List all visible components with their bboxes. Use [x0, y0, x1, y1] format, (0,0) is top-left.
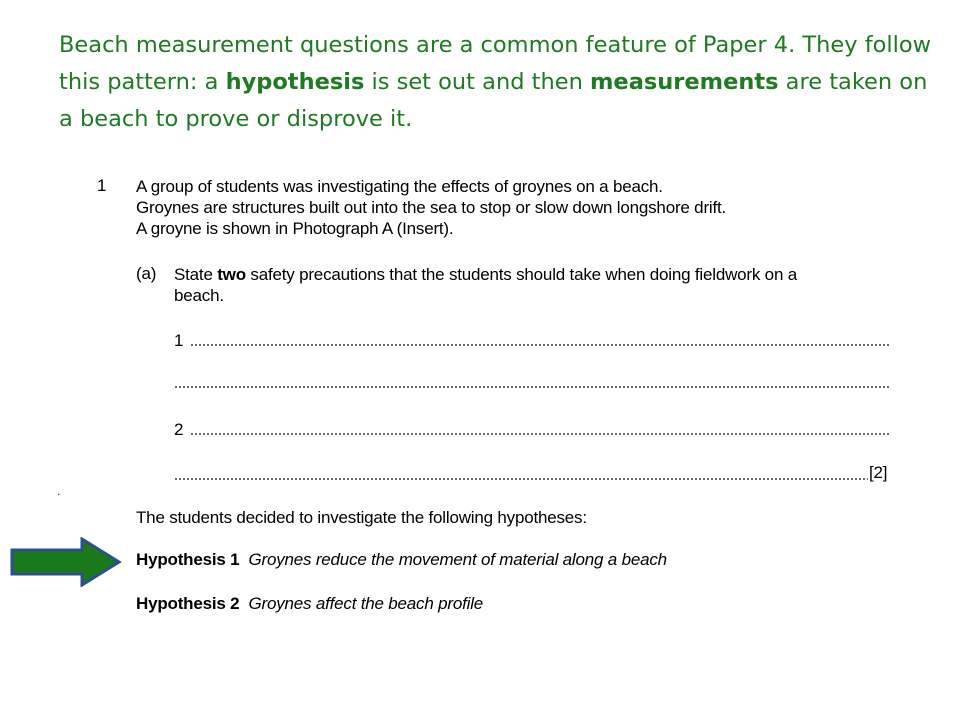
intro-text-middle: is set out and then — [364, 69, 590, 95]
question-line: A groyne is shown in Photograph A (Insert). — [136, 219, 454, 238]
right-arrow-icon — [10, 537, 122, 587]
answer-number-2: 2 — [174, 420, 184, 439]
hypothesis-text: Groynes affect the beach profile — [248, 594, 484, 613]
arrow-shape — [12, 539, 119, 585]
part-a-prompt — [174, 264, 797, 306]
question-number: 1 — [97, 176, 107, 195]
part-a-label: (a) — [136, 264, 157, 283]
prompt-text: safety precautions that the students should take when doing fieldwork on a — [245, 265, 797, 284]
question-line: Groynes are structures built out into the sea to stop or slow down longshore drift. — [136, 198, 727, 217]
answer-line-2b[interactable] — [174, 478, 868, 480]
prompt-emphasis: two — [217, 265, 246, 284]
marks-label: [2] — [869, 463, 888, 482]
hypothesis-label: Hypothesis 1 — [136, 550, 240, 569]
slide-intro-text — [59, 27, 939, 138]
question-line: A group of students was investigating the effects of groynes on a beach. — [136, 177, 663, 196]
hypotheses-intro: The students decided to investigate the following hypotheses: — [136, 508, 587, 527]
intro-text-end: are taken on a beach to prove or disprove it. — [59, 69, 928, 132]
answer-line-1a[interactable] — [190, 344, 890, 346]
answer-number-1: 1 — [174, 331, 184, 350]
hypothesis-label: Hypothesis 2 — [136, 594, 240, 613]
hypothesis-1 — [136, 550, 667, 570]
prompt-line: beach. — [174, 286, 224, 305]
measurements-emphasis: measurements — [589, 69, 779, 95]
intro-text-start: Beach measurement questions are a common feature of Paper 4. They follow this pattern: a — [59, 32, 932, 95]
hypothesis-emphasis: hypothesis — [225, 69, 365, 95]
prompt-text: State — [174, 265, 218, 284]
answer-line-1b[interactable] — [174, 386, 890, 388]
stray-dot: . — [57, 484, 61, 498]
answer-line-2a[interactable] — [190, 433, 890, 435]
question-stem — [136, 176, 726, 239]
hypothesis-2 — [136, 594, 483, 614]
hypothesis-text: Groynes reduce the movement of material along a beach — [248, 550, 667, 569]
